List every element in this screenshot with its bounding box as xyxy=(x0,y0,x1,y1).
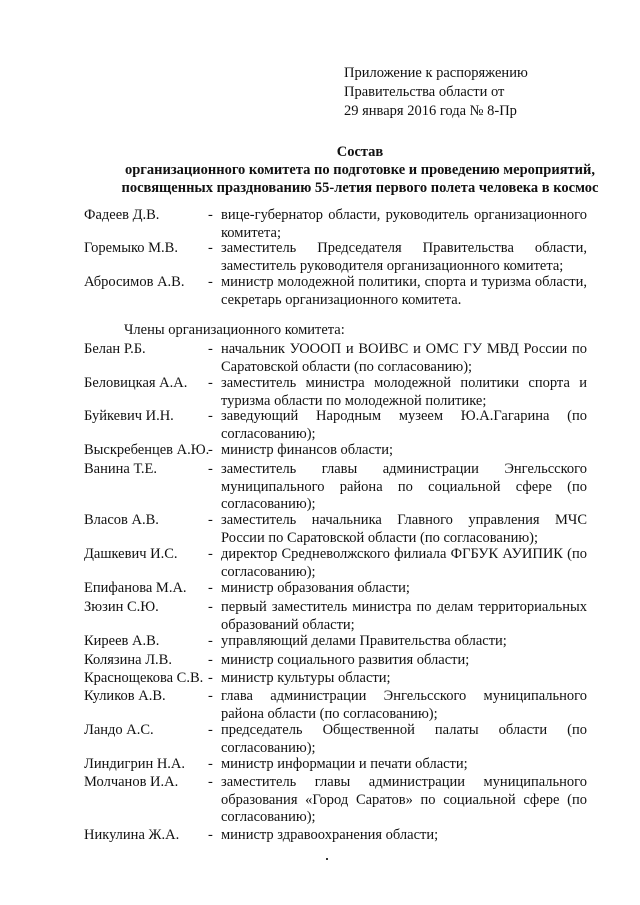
person-name: Власов А.В. xyxy=(84,512,159,528)
member-entry xyxy=(84,442,587,460)
appendix-note xyxy=(344,64,528,121)
person-name: Абросимов А.В. xyxy=(84,274,185,290)
dash: - xyxy=(208,341,213,357)
person-name: Молчанов И.А. xyxy=(84,774,179,790)
person-role: министр здравоохранения области; xyxy=(221,827,439,843)
dash: - xyxy=(208,722,213,738)
dash: - xyxy=(208,442,213,458)
member-entry xyxy=(84,461,587,514)
member-entry xyxy=(84,408,587,443)
member-entry xyxy=(84,341,587,376)
member-entry xyxy=(84,756,587,774)
dash: - xyxy=(208,827,213,843)
leader-entry-secretary xyxy=(84,274,587,309)
person-name: Белан Р.Б. xyxy=(84,341,146,357)
dash: - xyxy=(208,756,213,772)
member-entry xyxy=(84,774,587,827)
person-role: вице-губернатор области, руководитель организационного комитета; xyxy=(221,207,587,241)
person-name: Епифанова М.А. xyxy=(84,580,187,596)
member-entry xyxy=(84,546,587,581)
dash: - xyxy=(208,670,213,686)
member-entry xyxy=(84,512,587,547)
dash: - xyxy=(208,774,213,790)
person-name: Горемыко М.В. xyxy=(84,240,178,256)
person-name: Никулина Ж.А. xyxy=(84,827,180,843)
person-name: Дашкевич И.С. xyxy=(84,546,178,562)
person-name: Куликов А.В. xyxy=(84,688,166,704)
person-role: заместитель главы администрации муниципального образования «Город Саратов» по социальной сфере (по согласованию); xyxy=(221,774,587,825)
scan-dot xyxy=(326,858,328,860)
person-name: Зюзин С.Ю. xyxy=(84,599,159,615)
person-name: Ванина Т.Е. xyxy=(84,461,157,477)
person-role: заместитель начальника Главного управления МЧС России по Саратовской области (по согласованию); xyxy=(221,512,587,546)
title-line-1: Состав xyxy=(336,144,384,160)
appendix-line-1: Приложение к распоряжению xyxy=(344,65,528,81)
person-name: Ландо А.С. xyxy=(84,722,154,738)
person-role: министр социального развития области; xyxy=(221,652,470,668)
person-role: председатель Общественной палаты области (по согласованию); xyxy=(221,722,587,756)
members-header: Члены организационного комитета: xyxy=(124,322,345,338)
dash: - xyxy=(208,512,213,528)
dash: - xyxy=(208,546,213,562)
dash: - xyxy=(208,461,213,477)
person-role: министр финансов области; xyxy=(221,442,394,458)
person-role: министр культуры области; xyxy=(221,670,391,686)
title-line-2: организационного комитета по подготовке и проведению мероприятий, xyxy=(124,162,596,178)
member-entry xyxy=(84,688,587,723)
dash: - xyxy=(208,633,213,649)
appendix-line-3: 29 января 2016 года № 8-Пр xyxy=(344,103,517,119)
person-name: Беловицкая А.А. xyxy=(84,375,188,391)
title-line-3: посвященных празднованию 55-летия первого полета человека в космос xyxy=(121,180,599,196)
dash: - xyxy=(208,240,213,256)
person-name: Линдигрин Н.А. xyxy=(84,756,186,772)
dash: - xyxy=(208,599,213,615)
person-name: Фадеев Д.В. xyxy=(84,207,160,223)
person-role: заместитель главы администрации Энгельсского муниципального района по социальной сфере (по согласованию); xyxy=(221,461,587,512)
person-role: управляющий делами Правительства области; xyxy=(221,633,507,649)
person-role: министр образования области; xyxy=(221,580,410,596)
dash: - xyxy=(208,652,213,668)
person-role: министр информации и печати области; xyxy=(221,756,468,772)
leader-entry-chair xyxy=(84,207,587,242)
member-entry xyxy=(84,652,587,670)
member-entry xyxy=(84,599,587,634)
person-role: начальник УОООП и ВОИВС и ОМС ГУ МВД России по Саратовской области (по согласованию); xyxy=(221,341,587,375)
dash: - xyxy=(208,688,213,704)
dash: - xyxy=(208,274,213,290)
member-entry xyxy=(84,633,587,651)
document-title xyxy=(60,143,640,197)
appendix-line-2: Правительства области от xyxy=(344,84,505,100)
member-entry xyxy=(84,375,587,410)
person-role: министр молодежной политики, спорта и туризма области, секретарь организационного комитета. xyxy=(221,274,587,308)
dash: - xyxy=(208,408,213,424)
dash: - xyxy=(208,207,213,223)
member-entry xyxy=(84,827,587,845)
member-entry xyxy=(84,722,587,757)
dash: - xyxy=(208,375,213,391)
person-name: Краснощекова С.В. xyxy=(84,670,204,686)
dash: - xyxy=(208,580,213,596)
person-role: глава администрации Энгельсского муниципального района области (по согласованию); xyxy=(221,688,587,722)
leader-entry-deputy xyxy=(84,240,587,275)
person-role: первый заместитель министра по делам территориальных образований области; xyxy=(221,599,587,633)
person-name: Выскребенцев А.Ю. xyxy=(84,442,210,458)
member-entry xyxy=(84,670,587,688)
person-name: Колязина Л.В. xyxy=(84,652,172,668)
person-role: заведующий Народным музеем Ю.А.Гагарина (по согласованию); xyxy=(221,408,587,442)
person-name: Киреев А.В. xyxy=(84,633,160,649)
person-role: директор Средневолжского филиала ФГБУК АУИПИК (по согласованию); xyxy=(221,546,587,580)
person-name: Буйкевич И.Н. xyxy=(84,408,174,424)
person-role: заместитель Председателя Правительства области, заместитель руководителя организационного комитета; xyxy=(221,240,587,274)
person-role: заместитель министра молодежной политики спорта и туризма области по молодежной политике; xyxy=(221,375,587,409)
member-entry xyxy=(84,580,587,598)
